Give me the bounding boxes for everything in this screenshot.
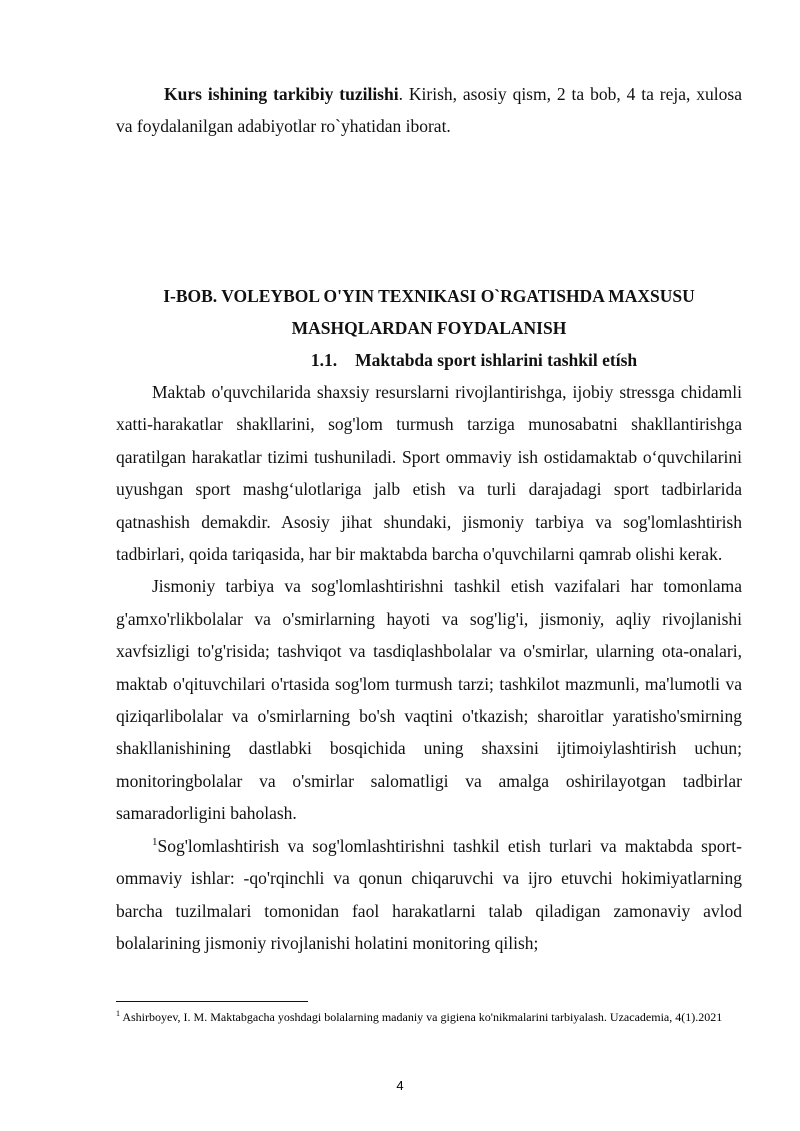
body-paragraph-3 — [116, 830, 742, 960]
chapter-title-line-1: I-BOB. VOLEYBOL O'YIN TEXNIKASI O`RGATISHDA MAXSUSU — [163, 286, 695, 306]
footnote-reference[interactable]: 1 — [152, 835, 158, 848]
footnote-marker: 1 — [116, 1009, 120, 1018]
footnote-text: Ashirboyev, I. M. Maktabgacha yoshdagi bolalarning madaniy va gigiena ko'nikmalarini tarbiyalash. Uzacademia, 4(1).2021 — [122, 1010, 723, 1024]
body-paragraph-3-text: Sog'lomlashtirish va sog'lomlashtirishni tashkil etish turlari va maktabda sport-ommaviy ishlar: -qo'rqinchli va qonun chiqaruvchi va ijro etuvchi hokimiyatlarning barcha tuzilmalari tomonidan faol harakatlarni talab qiladigan zamonaviy avlod bolalarining jismoniy rivojlanishi holatini monitoring qilish; — [116, 835, 742, 953]
footnote — [116, 1006, 742, 1028]
page-number: 4 — [396, 1078, 404, 1093]
intro-text: . Kirish, asosiy qism, 2 ta bob, 4 ta reja, xulosa va foydalanilgan adabiyotlar ro`yhatidan iborat. — [116, 84, 742, 136]
chapter-title-line-2: MASHQLARDAN FOYDALANISH — [291, 318, 567, 338]
section-heading — [206, 344, 742, 376]
body-paragraph-2: Jismoniy tarbiya va sog'lomlashtirishni tashkil etish vazifalari har tomonlama g'amxo'rlikbolalar va o'smirlarning hayoti va sog'lig'i, jismoniy, aqliy rivojlanishi xavfsizligi to'g'risida; tashviqot va tasdiqlashbolalar va o'smirlar, ularning ota-onalari, maktab o'qituvchilari o'rtasida sog'lom turmush tarzi; tashkilot mazmunli, ma'lumotli va qiziqarlibolalar va o'smirlarning bo'sh vaqtini o'tkazish; sharoitlar yaratisho'smirning shakllanishining dastlabki bosqichida uning shaxsini ijtimoiylashtirish uchun; monitoringbolalar va o'smirlar salomatligi va amalga oshirilayotgan tadbirlar samaradorligini baholash. — [116, 576, 742, 824]
section-title: Maktabda sport ishlarini tashkil etísh — [355, 350, 638, 370]
body-paragraph-1: Maktab o'quvchilarida shaxsiy resurslarni rivojlantirishga, ijobiy stressga chidamli xatti-harakatlar shakllarini, sog'lom turmush tarziga munosabatni shakllantirishga qaratilgan harakatlar tizimi tushuniladi. Sport ommaviy ish ostidamaktab o‘quvchilarini uyushgan sport mashg‘ulotlariga jalb etish va turli darajadagi sport tadbirlarida qatnashish demakdir. Asosiy jihat shundaki, jismoniy tarbiya va sog'lomlashtirish tadbirlari, qoida tariqasida, har bir maktabda barcha o'quvchilarni qamrab olishi kerak. — [116, 382, 742, 565]
intro-bold-lead: Kurs ishining tarkibiy tuzilishi — [164, 84, 399, 104]
section-number: 1.1. — [310, 350, 338, 370]
intro-paragraph — [116, 78, 742, 142]
chapter-title — [116, 280, 742, 344]
footnote-separator — [116, 1001, 308, 1002]
